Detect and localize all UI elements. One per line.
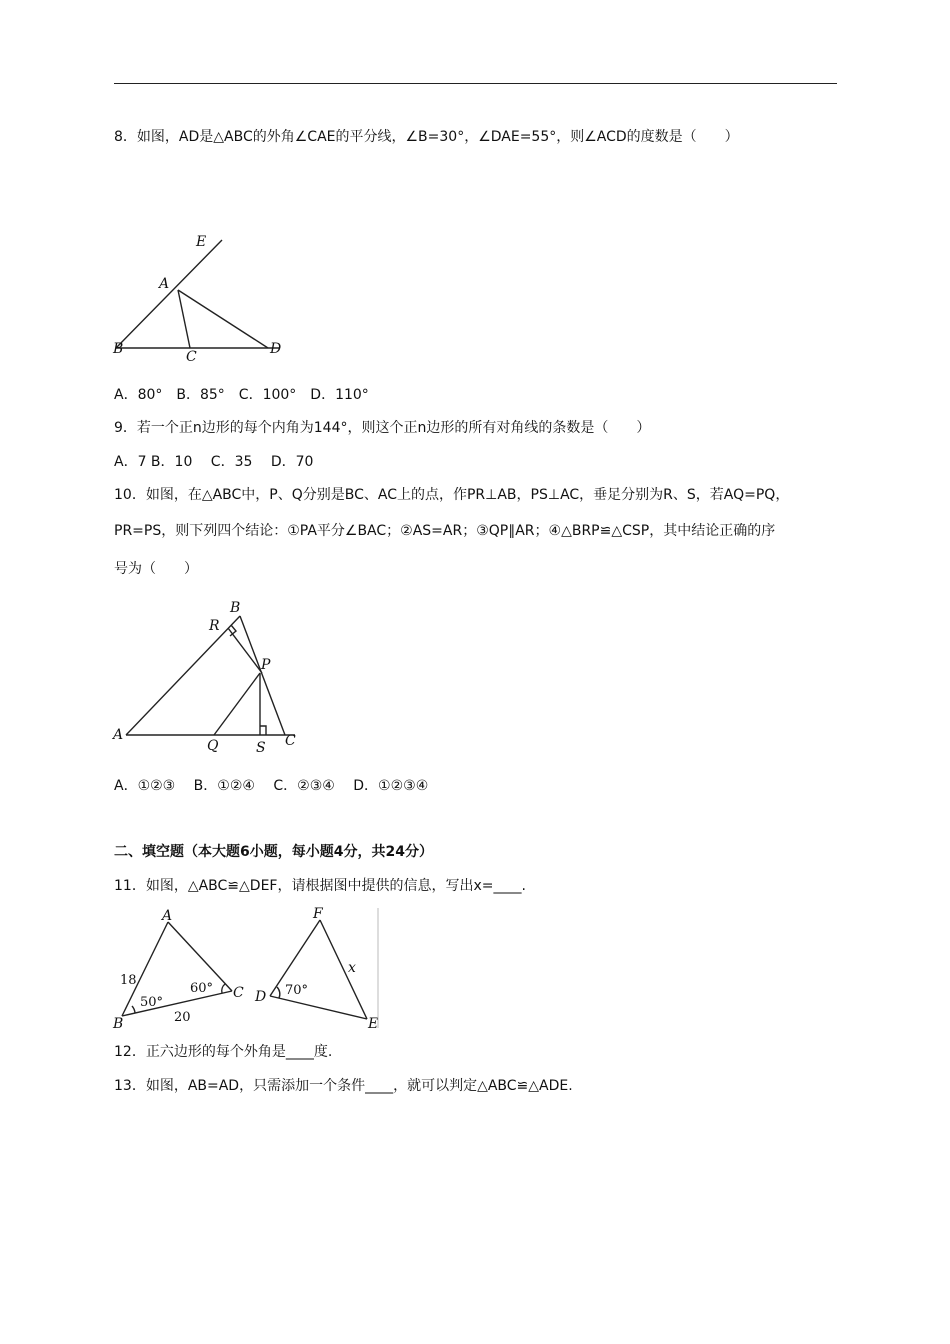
q10-segment-bc <box>240 616 285 735</box>
section2-heading: 二、填空题（本大题6小题，每小题4分，共24分） <box>114 844 433 860</box>
q10-text-line1: 10．如图，在△ABC中，P、Q分别是BC、AC上的点，作PR⊥AB，PS⊥AC，垂足分别为R、S，若AQ=PQ， <box>114 487 790 503</box>
q10-figure <box>110 598 310 758</box>
q11-label-f: F <box>313 906 323 922</box>
q8-text: 8．如图，AD是△ABC的外角∠CAE的平分线，∠B=30°，∠DAE=55°，则∠ACD的度数是（ ） <box>114 129 739 145</box>
q8-label-e: E <box>196 234 207 250</box>
q11-segment-fe <box>320 920 367 1019</box>
q11-text: 11．如图，△ABC≌△DEF，请根据图中提供的信息，写出x=____. <box>114 878 526 894</box>
q8-label-d: D <box>270 341 282 357</box>
q11-figure <box>110 904 385 1034</box>
q8-segment-ac <box>178 290 190 348</box>
q10-label-s: S <box>256 740 266 756</box>
q8-segment-ad <box>178 290 268 348</box>
q9-options: A．7 B．10 C．35 D．70 <box>114 454 314 470</box>
q11-label-d: D <box>255 989 267 1005</box>
q11-segment-de <box>270 996 367 1019</box>
q11-label-c: C <box>233 985 244 1001</box>
q10-options: A．①②③ B．①②④ C．②③④ D．①②③④ <box>114 778 429 794</box>
header-rule <box>114 83 837 84</box>
q11-angle-arc-c <box>222 984 225 993</box>
q10-segment-ab <box>126 616 240 735</box>
q10-label-q: Q <box>207 738 219 754</box>
q8-options: A．80° B．85° C．100° D．110° <box>114 387 369 403</box>
q11-label-e: E <box>368 1016 379 1032</box>
q10-segment-qp <box>214 673 260 735</box>
q11-angle-arc-d <box>277 987 280 998</box>
q10-text-line3: 号为（ ） <box>114 561 198 577</box>
q11-label-b: B <box>113 1016 124 1032</box>
q8-ray-be <box>116 240 222 348</box>
q11-angle-arc-b <box>132 1006 135 1013</box>
q8-label-c: C <box>186 349 197 365</box>
q10-label-b: B <box>230 600 241 616</box>
q8-label-b: B <box>113 341 124 357</box>
q9-text: 9．若一个正n边形的每个内角为144°，则这个正n边形的所有对角线的条数是（ ） <box>114 420 651 436</box>
q10-right-angle-s <box>260 726 266 735</box>
q11-angle-d: 70° <box>285 983 309 998</box>
q10-label-r: R <box>209 618 220 634</box>
q11-side-ab: 18 <box>120 973 137 988</box>
q10-text-line2: PR=PS，则下列四个结论：①PA平分∠BAC；②AS=AR；③QP∥AR；④△BRP≌△CSP，其中结论正确的序 <box>114 523 776 539</box>
q8-label-a: A <box>159 276 170 292</box>
q11-side-bc: 20 <box>174 1010 191 1025</box>
q10-label-p: P <box>261 657 271 673</box>
q12-text: 12．正六边形的每个外角是____度. <box>114 1044 333 1060</box>
q8-figure <box>110 228 290 368</box>
q10-label-c: C <box>285 733 296 749</box>
q13-text: 13．如图，AB=AD，只需添加一个条件____，就可以判定△ABC≌△ADE. <box>114 1078 573 1094</box>
q11-angle-b: 50° <box>140 995 164 1010</box>
q10-right-angle-r <box>230 625 236 636</box>
q11-angle-c: 60° <box>190 981 214 996</box>
q11-side-x: x <box>348 960 356 976</box>
q10-segment-pr <box>228 628 262 673</box>
q10-label-a: A <box>113 727 124 743</box>
q11-label-a: A <box>162 908 173 924</box>
